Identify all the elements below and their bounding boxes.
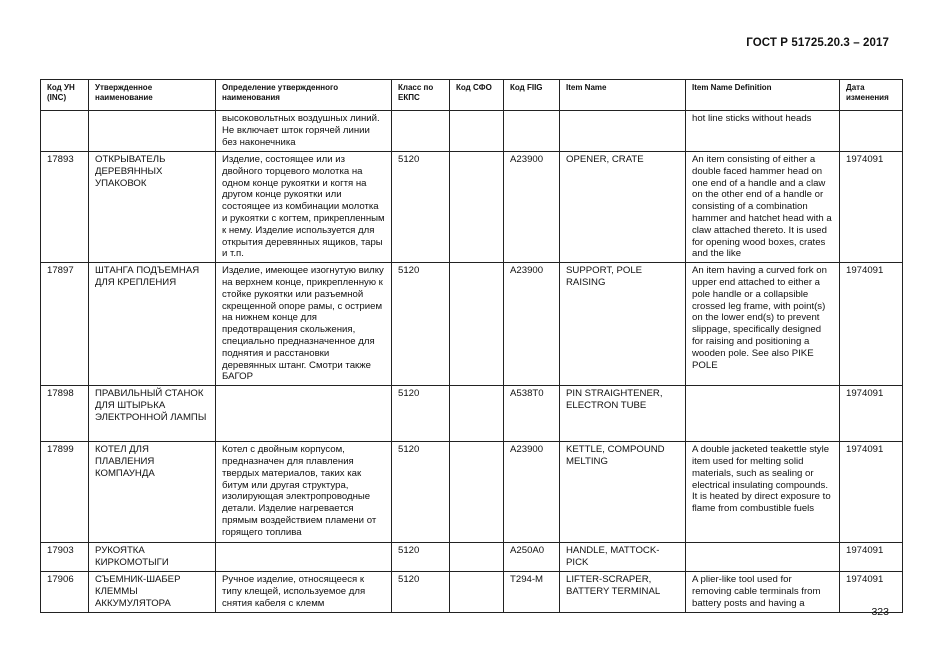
cell-definition <box>216 386 392 442</box>
cell-fiig: A250A0 <box>504 543 560 572</box>
cell-date: 1974091 <box>840 442 903 543</box>
cell-inc: 17893 <box>41 152 89 263</box>
cell-date <box>840 111 903 152</box>
table-row <box>41 442 903 543</box>
table-row <box>41 543 903 572</box>
cell-name: ОТКРЫВАТЕЛЬ ДЕРЕВЯННЫХ УПАКОВОК <box>89 152 216 263</box>
table-row <box>41 152 903 263</box>
cell-definition: Изделие, состоящее или из двойного торцевого молотка на одном конце рукоятки и когтя на другом конце рукоятки или состоящее из комбинации молотка и рукоятки с когтем, прикрепленным к нему. Изделие используется для открытия деревянных ящиков, тары и т.п. <box>216 152 392 263</box>
cell-item-definition: A plier-like tool used for removing cable terminals from battery posts and having a <box>686 572 840 613</box>
cell-class: 5120 <box>392 386 450 442</box>
col-header-inc: Код УН (INC) <box>41 80 89 111</box>
cell-date: 1974091 <box>840 572 903 613</box>
col-header-date: Дата изменения <box>840 80 903 111</box>
cell-name: ПРАВИЛЬНЫЙ СТАНОК ДЛЯ ШТЫРЬКА ЭЛЕКТРОННОЙ ЛАМПЫ <box>89 386 216 442</box>
cell-class: 5120 <box>392 572 450 613</box>
table-row <box>41 263 903 386</box>
cell-sfo <box>450 543 504 572</box>
table-row <box>41 111 903 152</box>
cell-definition: Котел с двойным корпусом, предназначен для плавления твердых материалов, таких как битум или другая структура, изолирующая электропроводные детали. Изделие нагревается прямым воздействием пламени от горящего топлива <box>216 442 392 543</box>
cell-sfo <box>450 263 504 386</box>
cell-item-definition <box>686 386 840 442</box>
cell-item-name <box>560 111 686 152</box>
cell-inc: 17897 <box>41 263 89 386</box>
table-row <box>41 572 903 613</box>
col-header-definition: Определение утвержденного наименования <box>216 80 392 111</box>
table-row <box>41 386 903 442</box>
document-code: ГОСТ Р 51725.20.3 – 2017 <box>746 37 889 49</box>
cell-name: КОТЕЛ ДЛЯ ПЛАВЛЕНИЯ КОМПАУНДА <box>89 442 216 543</box>
cell-fiig: A538T0 <box>504 386 560 442</box>
cell-item-definition: hot line sticks without heads <box>686 111 840 152</box>
cell-definition <box>216 543 392 572</box>
cell-fiig: A23900 <box>504 152 560 263</box>
cell-inc: 17903 <box>41 543 89 572</box>
col-header-item-name: Item Name <box>560 80 686 111</box>
col-header-class: Класс по ЕКПС <box>392 80 450 111</box>
header-row <box>41 80 903 111</box>
cell-inc: 17899 <box>41 442 89 543</box>
cell-date: 1974091 <box>840 543 903 572</box>
cell-class: 5120 <box>392 263 450 386</box>
cell-item-definition: A double jacketed teakettle style item used for melting solid materials, such as sealing or electrical insulating compounds. It is heated by direct exposure to flame from combustible fuels <box>686 442 840 543</box>
col-header-item-definition: Item Name Definition <box>686 80 840 111</box>
cell-name <box>89 111 216 152</box>
cell-sfo <box>450 386 504 442</box>
cell-item-name: PIN STRAIGHTENER, ELECTRON TUBE <box>560 386 686 442</box>
cell-item-name: LIFTER-SCRAPER, BATTERY TERMINAL <box>560 572 686 613</box>
cell-item-definition <box>686 543 840 572</box>
cell-sfo <box>450 572 504 613</box>
page-number: 323 <box>871 606 889 618</box>
cell-sfo <box>450 111 504 152</box>
cell-item-name: HANDLE, MATTOCK-PICK <box>560 543 686 572</box>
cell-fiig: A23900 <box>504 442 560 543</box>
cell-definition: Изделие, имеющее изогнутую вилку на верхнем конце, прикрепленную к стойке рукоятки или разъемной скрещенной опоре рамы, с острием на нижнем конце для предотвращения скольжения, специально предназначенное для поднятия и расстановки деревянных штанг. Смотри также БАГОР <box>216 263 392 386</box>
cell-fiig: T294-M <box>504 572 560 613</box>
codification-table <box>40 79 903 613</box>
cell-sfo <box>450 152 504 263</box>
cell-class: 5120 <box>392 152 450 263</box>
cell-item-definition: An item consisting of either a double faced hammer head on one end of a handle and a claw on the other end of a handle or consisting of a combination hammer and hatchet head with a claw attached thereto. It is used for opening wood boxes, crates and the like <box>686 152 840 263</box>
cell-item-name: KETTLE, COMPOUND MELTING <box>560 442 686 543</box>
cell-class: 5120 <box>392 442 450 543</box>
cell-definition: Ручное изделие, относящееся к типу клещей, используемое для снятия кабеля с клемм <box>216 572 392 613</box>
cell-name: СЪЕМНИК-ШАБЕР КЛЕММЫ АККУМУЛЯТОРА <box>89 572 216 613</box>
col-header-fiig: Код FIIG <box>504 80 560 111</box>
cell-class: 5120 <box>392 543 450 572</box>
col-header-approved-name: Утвержденное наименование <box>89 80 216 111</box>
cell-fiig <box>504 111 560 152</box>
cell-inc: 17906 <box>41 572 89 613</box>
cell-date: 1974091 <box>840 263 903 386</box>
cell-name: РУКОЯТКА КИРКОМОТЫГИ <box>89 543 216 572</box>
cell-class <box>392 111 450 152</box>
cell-name: ШТАНГА ПОДЪЕМНАЯ ДЛЯ КРЕПЛЕНИЯ <box>89 263 216 386</box>
cell-item-definition: An item having a curved fork on upper end attached to either a pole handle or a collapsible crossed leg frame, with point(s) on the lower end(s) to prevent slippage, specifically designed for raising and positioning a wooden pole. See also PIKE POLE <box>686 263 840 386</box>
cell-sfo <box>450 442 504 543</box>
cell-definition: высоковольтных воздушных линий. Не включает шток горячей линии без наконечника <box>216 111 392 152</box>
cell-inc <box>41 111 89 152</box>
cell-item-name: OPENER, CRATE <box>560 152 686 263</box>
cell-inc: 17898 <box>41 386 89 442</box>
cell-date: 1974091 <box>840 386 903 442</box>
cell-item-name: SUPPORT, POLE RAISING <box>560 263 686 386</box>
cell-date: 1974091 <box>840 152 903 263</box>
cell-fiig: A23900 <box>504 263 560 386</box>
col-header-sfo: Код СФО <box>450 80 504 111</box>
